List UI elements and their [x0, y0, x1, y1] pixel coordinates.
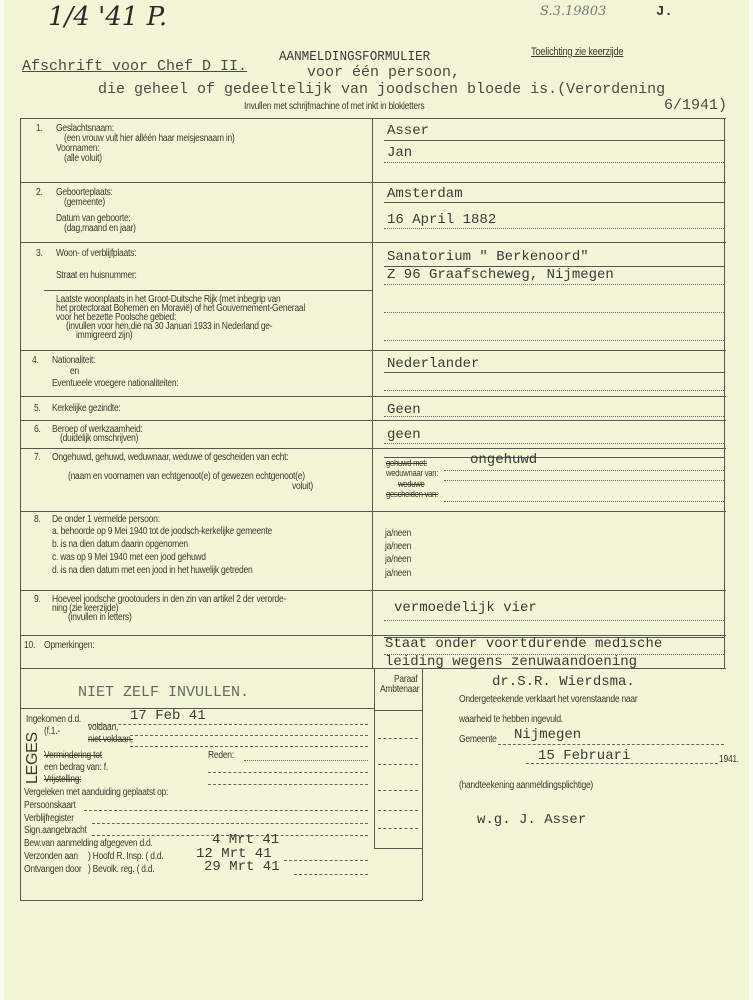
row-number: 10.: [24, 640, 36, 651]
sent-to-inspector: ) Hoofd R. Insp. ( d.d.: [88, 851, 164, 862]
explanation-note: Toelichting zie keerzijde: [531, 46, 624, 58]
birthdate-hint: (dag,maand en jaar): [64, 223, 136, 234]
religion-value: Geen: [387, 402, 421, 418]
jewish-status-label: De onder 1 vermelde persoon:: [52, 514, 160, 525]
fill-instruction: Invullen met schrijfmachine of met inkt in blokletters: [244, 101, 425, 112]
office-section-title: NIET ZELF INVULLEN.: [78, 684, 250, 701]
copy-note: Afschrift voor Chef D II.: [22, 58, 248, 75]
religion-label: Kerkelijke gezindte:: [52, 403, 121, 414]
row-number: 2.: [36, 187, 43, 198]
grandparents-label: ning (zie keerzijde): [52, 603, 119, 614]
sent-date-value: 12 Mrt 41: [196, 846, 272, 862]
row-number: 1.: [36, 123, 43, 134]
surname-hint: (een vrouw vult hier alléén haar meisjesnaam in): [64, 133, 235, 144]
municipality-value: Nijmegen: [514, 727, 582, 743]
street-value: Z 96 Graafscheweg, Nijmegen: [387, 267, 614, 283]
received-value: 17 Feb 41: [130, 708, 206, 724]
answer-c: ja/neen: [385, 554, 412, 565]
first-names-hint: (alle voluit): [64, 153, 102, 164]
row-number: 5.: [34, 403, 41, 414]
last-residence-label: Laatste woonplaats in het Groot-Duitsche Rijk (met inbegrip van: [56, 294, 281, 305]
signing-year: 1941.: [719, 754, 740, 765]
row-number: 7.: [34, 452, 41, 463]
leges-label: LEGES: [24, 732, 41, 784]
residence-register-label: Verblijfregister: [24, 813, 74, 824]
birthplace-label: Geboorteplaats:: [56, 187, 113, 198]
jewish-status-d: d. is na dien datum met een jood in het huwelijk getreden: [52, 565, 253, 576]
grandparents-hint: (invullen in letters): [68, 612, 132, 623]
answer-a: ja/neen: [385, 528, 412, 539]
surname-label: Geslachtsnaam:: [56, 123, 114, 134]
row-number: 3.: [36, 248, 43, 259]
grandparents-label: Hoeveel joodsche grootouders in den zin van artikel 2 der verorde-: [52, 594, 287, 605]
jewish-status-a: a. behoorde op 9 Mei 1940 tot de joodsch-kerkelijke gemeente: [52, 526, 273, 537]
declaration-line-1: Ondergeteekende verklaart het vorenstaande naar: [459, 694, 638, 705]
nationality-and: en: [70, 366, 79, 377]
residence-label: Woon- of verblijfplaats:: [56, 248, 137, 259]
proof-issued-label: Bew.van aanmelding afgegeven d.d.: [24, 838, 153, 849]
street-label: Straat en huisnummer:: [56, 270, 137, 281]
jewish-status-b: b. is na dien datum daarin opgenomen: [52, 539, 188, 550]
paraaf-label: Paraaf: [394, 674, 418, 685]
document-page: [4, 0, 749, 1000]
amount-label: een bedrag van: f.: [44, 762, 108, 773]
spouse-hint: voluit): [292, 481, 313, 492]
birthplace-hint: (gemeente): [64, 197, 105, 208]
signing-date-value: 15 Februari: [538, 748, 631, 764]
occupation-hint: (duidelijk omschrijven): [60, 433, 139, 444]
last-residence-label: het protectoraat Bohemen en Moravië) of het Gouvernement-Generaal: [56, 303, 305, 314]
received-label: Ingekomen d.d.: [26, 714, 82, 725]
widower-option: weduwnaar van:: [386, 468, 439, 478]
paid-option: voldaan,: [88, 722, 119, 733]
fee-label: (f.1.-: [44, 726, 60, 737]
nationality-label: Nationaliteit:: [52, 355, 96, 366]
grandparents-value: vermoedelijk vier: [394, 600, 537, 616]
reason-label: Reden:: [208, 750, 234, 761]
ordinance-number: 6/1941): [664, 97, 728, 114]
spouse-hint: (naam en voornamen van echtgenoot(e) of gewezen echtgenoot(e): [68, 471, 305, 482]
row-number: 9.: [34, 594, 41, 605]
residence-value: Sanatorium " Berkenoord": [387, 249, 589, 265]
remarks-value-1: Staat onder voortdurende medische: [385, 636, 663, 652]
signature-caption: (handteekening aanmeldingsplichtige): [459, 780, 594, 791]
exemption-option: Vrijstelling:: [44, 774, 82, 785]
row-number: 8.: [34, 514, 41, 525]
received-by-date-value: 29 Mrt 41: [204, 859, 280, 875]
birthplace-value: Amsterdam: [387, 186, 463, 202]
declaration-line-2: waarheid te hebben ingevuld.: [459, 714, 563, 725]
divorced-option: gescheiden van:: [386, 489, 438, 499]
form-subtitle-2: die geheel of gedeeltelijk van joodschen bloede is.(Verordening: [98, 81, 666, 98]
remarks-value-2: leiding wegens zenuwaandoening: [385, 654, 638, 670]
received-by-registry: ) Bevolk. reg. ( d.d.: [88, 864, 155, 875]
handwritten-date-annotation: 1/4 '41 P.: [48, 2, 168, 32]
compared-label: Vergeleken met aanduiding geplaatst op:: [24, 787, 169, 798]
marital-status-label: Ongehuwd, gehuwd, weduwnaar, weduwe of gescheiden van echt:: [52, 452, 289, 463]
row-number: 6.: [34, 424, 41, 435]
proof-issued-value: 4 Mrt 41: [212, 832, 280, 848]
not-paid-option: niet voldaan,: [88, 734, 133, 745]
form-title: AANMELDINGSFORMULIER: [279, 49, 431, 65]
archive-letter: J.: [656, 4, 673, 20]
reduction-option: Vermindering tot: [44, 750, 102, 761]
last-residence-hint: (invullen voor hen,die na 30 Januari 1933 in Nederland ge-: [66, 321, 273, 332]
received-by-label: Ontvangen door: [24, 864, 82, 875]
remarks-label: Opmerkingen:: [44, 640, 95, 651]
municipality-label: Gemeente: [459, 734, 497, 745]
doctor-name: dr.S.R. Wierdsma.: [492, 674, 635, 690]
row-number: 4.: [32, 355, 39, 366]
birthdate-label: Datum van geboorte:: [56, 213, 131, 224]
nationality-value: Nederlander: [387, 356, 480, 372]
answer-d: ja/neen: [385, 568, 412, 579]
occupation-label: Beroep of werkzaamheid:: [52, 424, 143, 435]
surname-value: Asser: [387, 123, 430, 139]
widow-option: weduwe: [398, 479, 425, 489]
first-names-label: Voornamen:: [56, 143, 100, 154]
former-nationalities-label: Eventueele vroegere nationaliteiten:: [52, 378, 179, 389]
first-names-value: Jan: [387, 145, 413, 161]
marital-status-value: ongehuwd: [470, 452, 538, 468]
ambtenaar-label: Ambtenaar: [380, 684, 420, 695]
sent-to-label: Verzonden aan: [24, 851, 78, 862]
married-option: gehuwd met:: [386, 458, 427, 468]
person-card-label: Persoonskaart: [24, 800, 76, 811]
answer-b: ja/neen: [385, 541, 412, 552]
occupation-value: geen: [387, 427, 421, 443]
signature-value: w.g. J. Asser: [477, 812, 587, 828]
form-subtitle-1: voor één persoon,: [307, 64, 461, 81]
archive-number: S.3.19803: [540, 4, 607, 19]
last-residence-hint: immigreerd zijn): [76, 330, 133, 341]
jewish-status-c: c. was op 9 Mei 1940 met een jood gehuwd: [52, 552, 206, 563]
birthdate-value: 16 April 1882: [387, 212, 497, 228]
last-residence-label: voor het bezette Poolsche gebied:: [56, 312, 177, 323]
sign-applied-label: Sign.aangebracht: [24, 825, 87, 836]
